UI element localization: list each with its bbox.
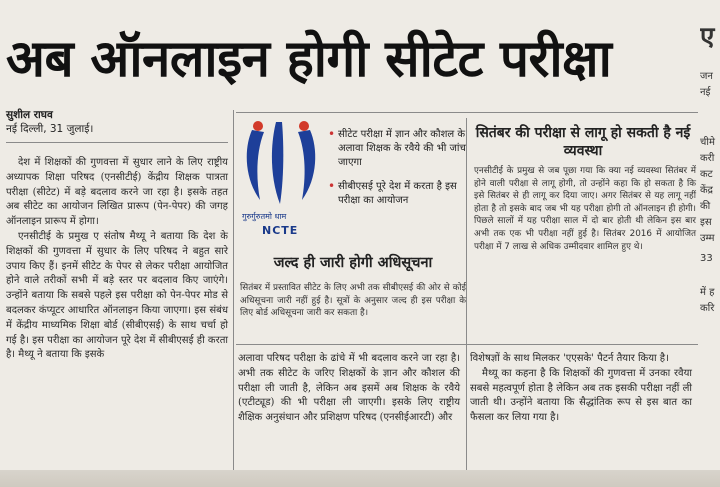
paragraph: एनसीटीई के प्रमुख ए संतोष मैथ्यू ने बताया कि देश के शिक्षकों की गुणवत्ता में सुधार के लिए परिषद ने बहुत सारे उपाय किए हैं। इनमें सीटेट के पेपर से लेकर परीक्षा आयोजित होने वाले तरीकों सभी में बड़े स्तर पर बदलाव किए जाएंगे। उन्होंने बताया कि सबसे पहले इस परीक्षा को पेन-पेपर मोड से बदलकर कंप्यूटर आधारित ऑनलाइन किया जाएगा। इस संबंध में केंद्रीय माध्यमिक शिक्षा बोर्ड (सीबीएसई) के साथ चर्चा हो गई है। इस परीक्षा का आयोजन पूरे देश में सीबीएसई ही करता है। मैथ्यू ने बताया कि इसके — [6, 230, 228, 361]
byline-dateline: नई दिल्ली, 31 जुलाई। — [6, 123, 94, 135]
headline: अब ऑनलाइन होगी सीटेट परीक्षा — [6, 30, 612, 89]
edge-line: इस — [700, 217, 712, 228]
edge-line: चीमे — [700, 137, 715, 148]
divider — [236, 344, 698, 345]
bullet-item: • सीटेट परीक्षा में ज्ञान और कौशल के अलावा शिक्षक के रवैये की भी जांच जाएगा — [328, 128, 468, 170]
edge-line: नई — [700, 87, 711, 98]
logo-ncte-text: NCTE — [262, 224, 299, 237]
logo-caption: गुरुर्गुरुतमो धाम — [242, 212, 287, 221]
box-2-title: सितंबर की परीक्षा से लागू हो सकती है नई व्यवस्था — [475, 125, 691, 159]
edge-line: 33 — [700, 253, 713, 264]
edge-line: उम्म — [700, 233, 715, 244]
edge-big-letter: ए — [700, 22, 715, 52]
byline-author: सुशील राघव — [6, 109, 53, 121]
article-column-1 — [6, 156, 228, 363]
box-2-text: एनसीटीई के प्रमुख से जब पूछा गया कि क्या नई व्यवस्था सितंबर में होने वाली परीक्षा से लागू होगी, तो उन्होंने कहा कि हो सकता है कि इसे सितंबर से ही लागू कर दिया जाए। अगर सितंबर से यह लागू नहीं होता है तो इसके बाद जब भी यह परीक्षा होगी तो ऑनलाइन ही होगी। पिछले सालों में यह परीक्षा साल में दो बार होती थी लेकिन इस बार अभी तक एक भी परीक्षा नहीं हुई है। सितंबर 2016 में आयोजित परीक्षा में 7 लाख से अधिक उम्मीदवार शामिल हुए थे। — [474, 166, 696, 252]
adjacent-article-edge — [700, 0, 720, 487]
bullet-item: • सीबीएसई पूरे देश में करता है इस परीक्षा का आयोजन — [328, 180, 468, 208]
divider — [6, 142, 228, 143]
paragraph: विशेषज्ञों के साथ मिलकर 'एएसके' पैटर्न तैयार किया है। — [470, 353, 669, 364]
paragraph: मैथ्यू का कहना है कि शिक्षकों की गुणवत्ता में उनका रवैया सबसे महत्वपूर्ण होता है लेकिन अब तक इसकी परीक्षा नहीं ली जाती थी। उन्होंने बताया कि सैद्धांतिक रूप से इस बात का फैसला कर लिया गया है। — [470, 367, 692, 424]
column-divider — [233, 110, 234, 470]
box-1-text: सितंबर में प्रस्तावित सीटेट के लिए अभी तक सीबीएसई की ओर से कोई अधिसूचना जारी नहीं हुई है। सूत्रों के अनुसार जल्द ही इस परीक्षा के लिए बोर्ड अधिसूचना जारी कर सकता है। — [240, 283, 466, 319]
edge-line: जन — [700, 71, 713, 82]
highlight-bullets — [328, 128, 468, 218]
page-bottom-edge — [0, 470, 720, 487]
edge-line: करि — [700, 303, 715, 314]
article-column-3 — [470, 352, 692, 426]
edge-line: केंद्र — [700, 185, 713, 196]
byline — [6, 108, 226, 136]
article-column-2: अलावा परिषद परीक्षा के ढांचे में भी बदलाव करने जा रहा है। अभी तक सीटेट के जरिए शिक्षकों के ज्ञान और कौशल की परीक्षा ली जाती है, लेकिन अब इसमें अब शिक्षक के रवैये (एटीट्यूड) की भी परीक्षा ली जाएगी। इसके लिए राष्ट्रीय शैक्षिक अनुसंधान और प्रशिक्षण परिषद (एनसीईआरटी) और — [238, 353, 460, 424]
edge-line: कट — [700, 169, 713, 180]
edge-line: की — [700, 201, 711, 212]
divider — [236, 112, 698, 113]
paragraph: देश में शिक्षकों की गुणवत्ता में सुधार लाने के लिए राष्ट्रीय अध्यापक शिक्षा परिषद (एनसीटीई) केंद्रीय शिक्षक पात्रता परीक्षा (सीटेट) में बड़े बदलाव करने जा रहा है। इसके तहत अब सीटेट का आयोजन लिखित प्रारूप (पेन-पेपर) की जगह ऑनलाइन प्रारूप में होगा। — [6, 157, 228, 228]
edge-line: करी — [700, 153, 715, 164]
ncte-emblem-icon — [238, 118, 324, 214]
edge-line: में ह — [700, 287, 715, 298]
box-1-title: जल्द ही जारी होगी अधिसूचना — [273, 255, 433, 271]
